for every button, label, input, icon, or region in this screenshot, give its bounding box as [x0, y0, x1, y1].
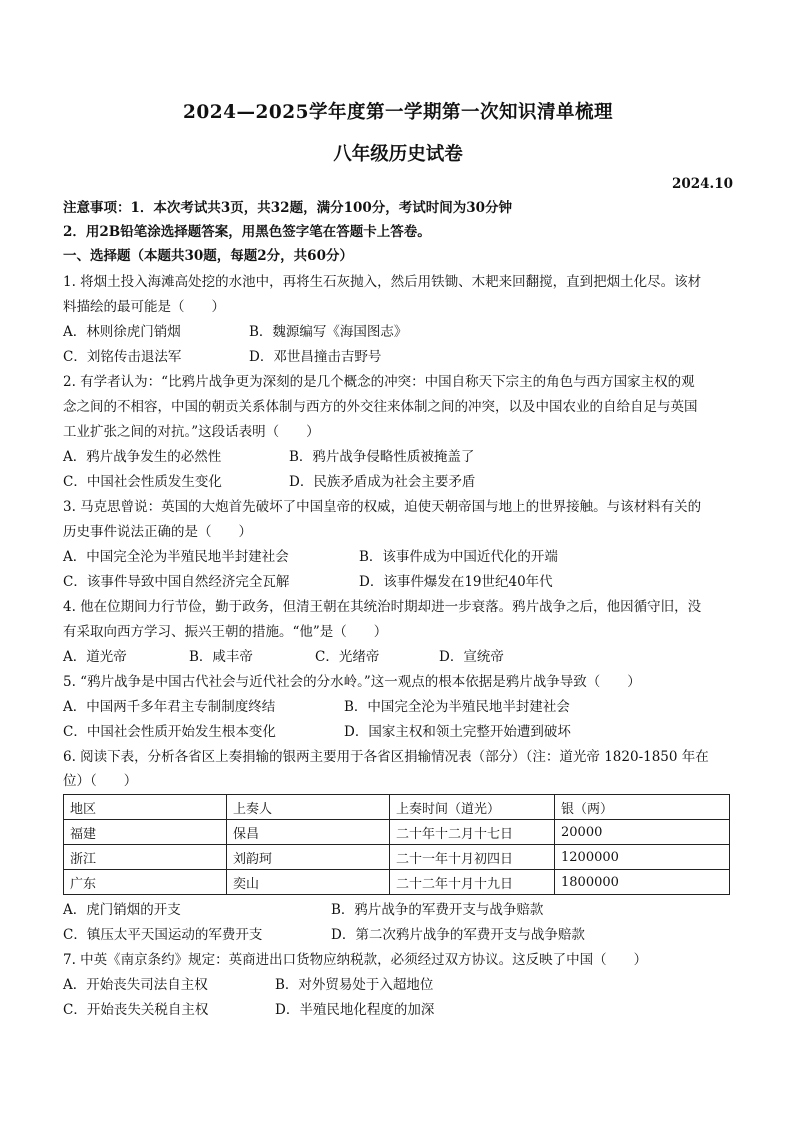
q1-stem-line-2: 料描绘的最可能是（ ）	[63, 299, 225, 315]
q3-option-b: B．该事件成为中国近代化的开端	[359, 549, 558, 565]
q6-stem-line-1: 6. 阅读下表，分析各省区上奏捐输的银两主要用于各省区捐输情况表（部分）（注：道光帝 1820-1850 年在	[63, 749, 709, 765]
table-cell: 广东	[64, 870, 227, 895]
table-row	[64, 870, 730, 895]
table-cell: 1800000	[555, 870, 730, 895]
table-cell: 二十年十二月十七日	[390, 820, 555, 845]
q4-option-a: A．道光帝	[63, 649, 127, 665]
section-heading: 一、选择题（本题共30题，每题2分，共60分）	[63, 248, 353, 264]
notice-line-1: 注意事项：1．本次考试共3页，共32题，满分100分，考试时间为30分钟	[63, 200, 513, 216]
q2-option-a: A．鸦片战争发生的必然性	[63, 449, 222, 465]
q6-option-a: A．虎门销烟的开支	[63, 902, 181, 918]
exam-title: 2024—2025学年度第一学期第一次知识清单梳理	[183, 102, 613, 123]
q2-option-c: C．中国社会性质发生变化	[63, 474, 222, 490]
q2-option-b: B．鸦片战争侵略性质被掩盖了	[289, 449, 475, 465]
notice-line-2: 2．用2B铅笔涂选择题答案，用黑色签字笔在答题卡上答卷。	[63, 224, 431, 240]
q7-stem-line-1: 7. 中英《南京条约》规定：英商进出口货物应纳税款，必须经过双方协议。这反映了中国（ ）	[63, 952, 648, 968]
table-header-cell: 上奏时间（道光）	[390, 795, 555, 820]
table-header-row	[64, 795, 730, 820]
q4-option-c: C．光绪帝	[315, 649, 380, 665]
q7-option-c: C．开始丧失关税自主权	[63, 1002, 209, 1018]
q3-option-c: C．该事件导致中国自然经济完全瓦解	[63, 574, 290, 590]
q2-stem-line-2: 念之间的不相容，中国的朝贡关系体制与西方的外交往来体制之间的冲突，以及中国农业的自给自足与英国	[63, 399, 698, 415]
table-cell: 保昌	[227, 820, 390, 845]
table-cell: 福建	[64, 820, 227, 845]
table-cell: 刘韵珂	[227, 845, 390, 870]
q3-option-d: D．该事件爆发在19世纪40年代	[359, 574, 553, 590]
table-cell: 浙江	[64, 845, 227, 870]
q1-option-b: B．魏源编写《海国图志》	[249, 324, 408, 340]
q2-stem-line-1: 2. 有学者认为：“比鸦片战争更为深刻的是几个概念的冲突：中国自称天下宗主的角色与西方国家主权的观	[63, 374, 695, 390]
q1-option-c: C．刘铭传击退法军	[63, 349, 182, 365]
q5-option-b: B．中国完全沦为半殖民地半封建社会	[344, 699, 570, 715]
q4-option-b: B．咸丰帝	[189, 649, 253, 665]
q6-option-c: C．镇压太平天国运动的军费开支	[63, 927, 263, 943]
q5-option-c: C．中国社会性质开始发生根本变化	[63, 724, 276, 740]
table-row	[64, 820, 730, 845]
q7-option-a: A．开始丧失司法自主权	[63, 977, 208, 993]
q5-option-d: D．国家主权和领土完整开始遭到破坏	[344, 724, 571, 740]
table-header-cell: 银（两）	[555, 795, 730, 820]
q5-stem-line-1: 5. “鸦片战争是中国古代社会与近代社会的分水岭。”这一观点的根本依据是鸦片战争导致（ ）	[63, 674, 641, 690]
q3-stem-line-2: 历史事件说法正确的是（ ）	[63, 524, 252, 540]
q7-option-b: B．对外贸易处于入超地位	[275, 977, 434, 993]
q1-option-d: D．邓世昌撞击吉野号	[249, 349, 382, 365]
table-cell: 20000	[555, 820, 730, 845]
q1-option-a: A．林则徐虎门销烟	[63, 324, 181, 340]
q6-option-d: D．第二次鸦片战争的军费开支与战争赔款	[331, 927, 585, 943]
table-cell: 奕山	[227, 870, 390, 895]
q2-option-d: D．民族矛盾成为社会主要矛盾	[289, 474, 476, 490]
q7-option-d: D．半殖民地化程度的加深	[275, 1002, 435, 1018]
q4-option-d: D．宣统帝	[439, 649, 504, 665]
exam-date: 2024.10	[671, 176, 733, 192]
q2-stem-line-3: 工业扩张之间的对抗。”这段话表明（ ）	[63, 424, 320, 440]
table-header-cell: 地区	[64, 795, 227, 820]
q6-table	[63, 794, 730, 895]
table-cell: 二十二年十月十九日	[390, 870, 555, 895]
q3-option-a: A．中国完全沦为半殖民地半封建社会	[63, 549, 289, 565]
q6-option-b: B．鸦片战争的军费开支与战争赔款	[331, 902, 544, 918]
q4-stem-line-1: 4. 他在位期间力行节俭，勤于政务，但清王朝在其统治时期却进一步衰落。鸦片战争之后，他因循守旧，没	[63, 599, 702, 615]
q4-stem-line-2: 有采取向西方学习、振兴王朝的措施。“他”是（ ）	[63, 624, 388, 640]
q1-stem-line-1: 1. 将烟土投入海滩高处挖的水池中，再将生石灰抛入，然后用铁锄、木耙来回翻搅，直到把烟土化尽。该材	[63, 274, 702, 290]
table-cell: 1200000	[555, 845, 730, 870]
exam-subtitle: 八年级历史试卷	[333, 144, 463, 165]
table-cell: 二十一年十月初四日	[390, 845, 555, 870]
table-row	[64, 845, 730, 870]
table-header-cell: 上奏人	[227, 795, 390, 820]
q5-option-a: A．中国两千多年君主专制制度终结	[63, 699, 276, 715]
q3-stem-line-1: 3. 马克思曾说：英国的大炮首先破坏了中国皇帝的权威，迫使天朝帝国与地上的世界接触。与该材料有关的	[63, 499, 702, 515]
q6-stem-line-2: 位）（ ）	[63, 773, 138, 789]
